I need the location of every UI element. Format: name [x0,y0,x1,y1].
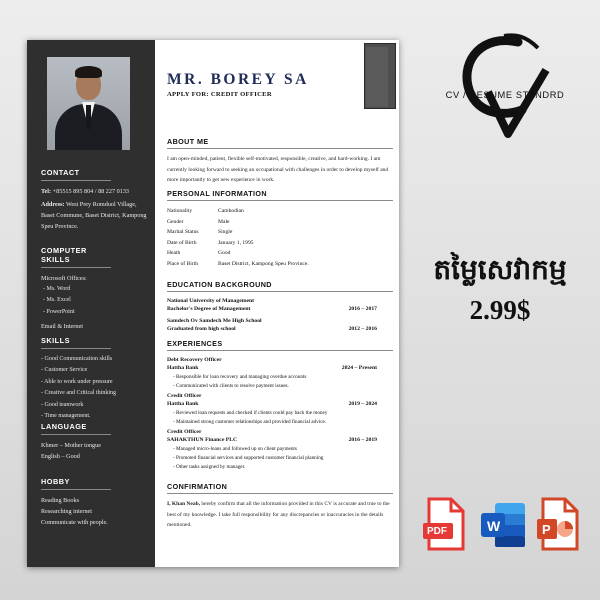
about-text: I am open-minded, patient, flexible self-motivated, responsible, creative, and hard-working. I am currently looking forward to seeking an occupational with challenges in order to develop myself and more importantly to get new experience in work. [167,156,389,183]
job-title: Credit Officer [167,429,202,436]
computer-skill-item: - Ms. Excel [43,295,151,306]
contact-section [41,168,151,232]
profile-photo [47,57,130,150]
language-section [41,422,151,462]
job-bullet: - Managed micro-loans and followed up on client payments [173,445,393,454]
address-value: West Prey Romduol Village, Baset Commune, Baset District, Kampong Speu Province. [41,201,147,230]
file-format-icons [421,497,591,555]
computer-skill-item: - Ms. Word [43,284,151,295]
confirmation-section [167,482,393,531]
education-school: National University of Management [167,298,255,304]
job-bullet: - Other tasks assigned by manager. [173,463,393,472]
personal-row: Marital Status Single [167,229,233,235]
skill-item: - Customer Service [41,365,151,376]
apply-for: APPLY FOR: CREDIT OFFICER [167,91,272,98]
hobby-item: Researching internet [41,508,93,515]
header-decoration [364,43,396,109]
hobby-section [41,477,151,528]
job-title: Debt Recovery Officer [167,357,222,363]
hobby-heading: HOBBY [41,477,111,490]
computer-skills-section [41,246,151,332]
education-school: Samdech Ov Samdech Me High School [167,318,262,324]
job-bullet: - Maintained strong customer relationships and provided financial advice. [173,418,393,427]
personal-row: Place of Birth Baset District, Kampong Speu Province. [167,260,309,267]
personal-row: Gender Male [167,218,230,225]
skill-item: - Good teamwork [41,400,151,411]
skill-item: - Good Communication skills [41,354,151,365]
skill-item: - Creative and Critical thinking [41,388,151,399]
price-value: 2.99$ [469,295,531,325]
education-row: Graduated from high school 2012 – 2016 [167,326,377,332]
personal-section [167,189,393,269]
computer-skill-item: - PowerPoint [43,307,151,318]
job-company-row: Hattha Bank 2019 – 2024 [167,401,377,408]
logo-text: CV / RESUME STANDRD [445,90,565,100]
job-company-row: Hattha Bank 2024 – Present [167,365,377,371]
computer-skills-extra: Email & Internet [41,323,83,331]
experiences-heading: EXPERIENCES [167,339,393,351]
skills-section [41,336,151,422]
resume-main [155,40,399,567]
job-bullet: - Communicated with clients to resolve payment issues. [173,382,393,391]
computer-skills-heading: COMPUTER SKILLS [41,246,111,268]
word-file-icon: W [479,497,527,553]
skill-item: - Able to work under pressure [41,377,151,388]
personal-row: Date of Birth January 1, 1995 [167,239,254,246]
tel-label: Tel: [41,188,52,195]
job-bullet: - Reviewed loan requests and checked if clients could pay back the money [173,409,393,418]
hobby-item: Communicate with people. [41,519,108,526]
resume-preview [27,40,399,567]
address-label: Address: [41,201,65,208]
education-row: Bachelor's Degree of Management 2016 – 2017 [167,306,377,312]
contact-heading: CONTACT [41,168,111,181]
job-title: Credit Officer [167,393,202,400]
powerpoint-file-icon: P [535,497,583,553]
hobby-item: Reading Books [41,497,79,504]
price-label: តម្លៃសេវាកម្ម [433,253,567,286]
cv-logo-icon [430,30,580,142]
confirmation-heading: CONFIRMATION [167,482,393,494]
experiences-section [167,339,393,473]
job-company-row: SAHAKTHUN Finance PLC 2016 – 2019 [167,437,377,444]
tel-value: +85515 895 804 / 88 227 0133 [51,188,130,195]
resume-sidebar [27,40,155,567]
skill-item: - Time management. [41,411,151,422]
skills-heading: SKILLS [41,336,111,349]
about-heading: ABOUT ME [167,137,393,149]
computer-skills-intro: Microsoft Offices: [41,275,87,282]
job-bullet: - Responsible for loan recovery and managing overdue accounts [173,373,393,382]
language-heading: LANGUAGE [41,422,111,435]
personal-row: Nationality Cambodian [167,208,244,214]
confirmation-text: I, Khan Neab, hereby confirm that all the information provided in this CV is accurate and true to the best of my knowledge. I take full responsibility for any discrepancies or inaccuracies in the details mentioned. [167,501,390,528]
candidate-name: MR. BOREY SA [167,71,309,88]
language-item: Khmer – Mother tongue [41,442,101,449]
about-section [167,137,393,186]
job-bullet: - Promoted financial services and supported customer financial planning [173,454,393,463]
education-heading: EDUCATION BACKGROUND [167,280,393,292]
personal-row: Heath Good [167,250,231,256]
education-section [167,280,393,333]
personal-heading: PERSONAL INFORMATION [167,189,393,201]
language-item: English – Good [41,453,80,460]
pdf-file-icon: PDF [421,497,469,553]
